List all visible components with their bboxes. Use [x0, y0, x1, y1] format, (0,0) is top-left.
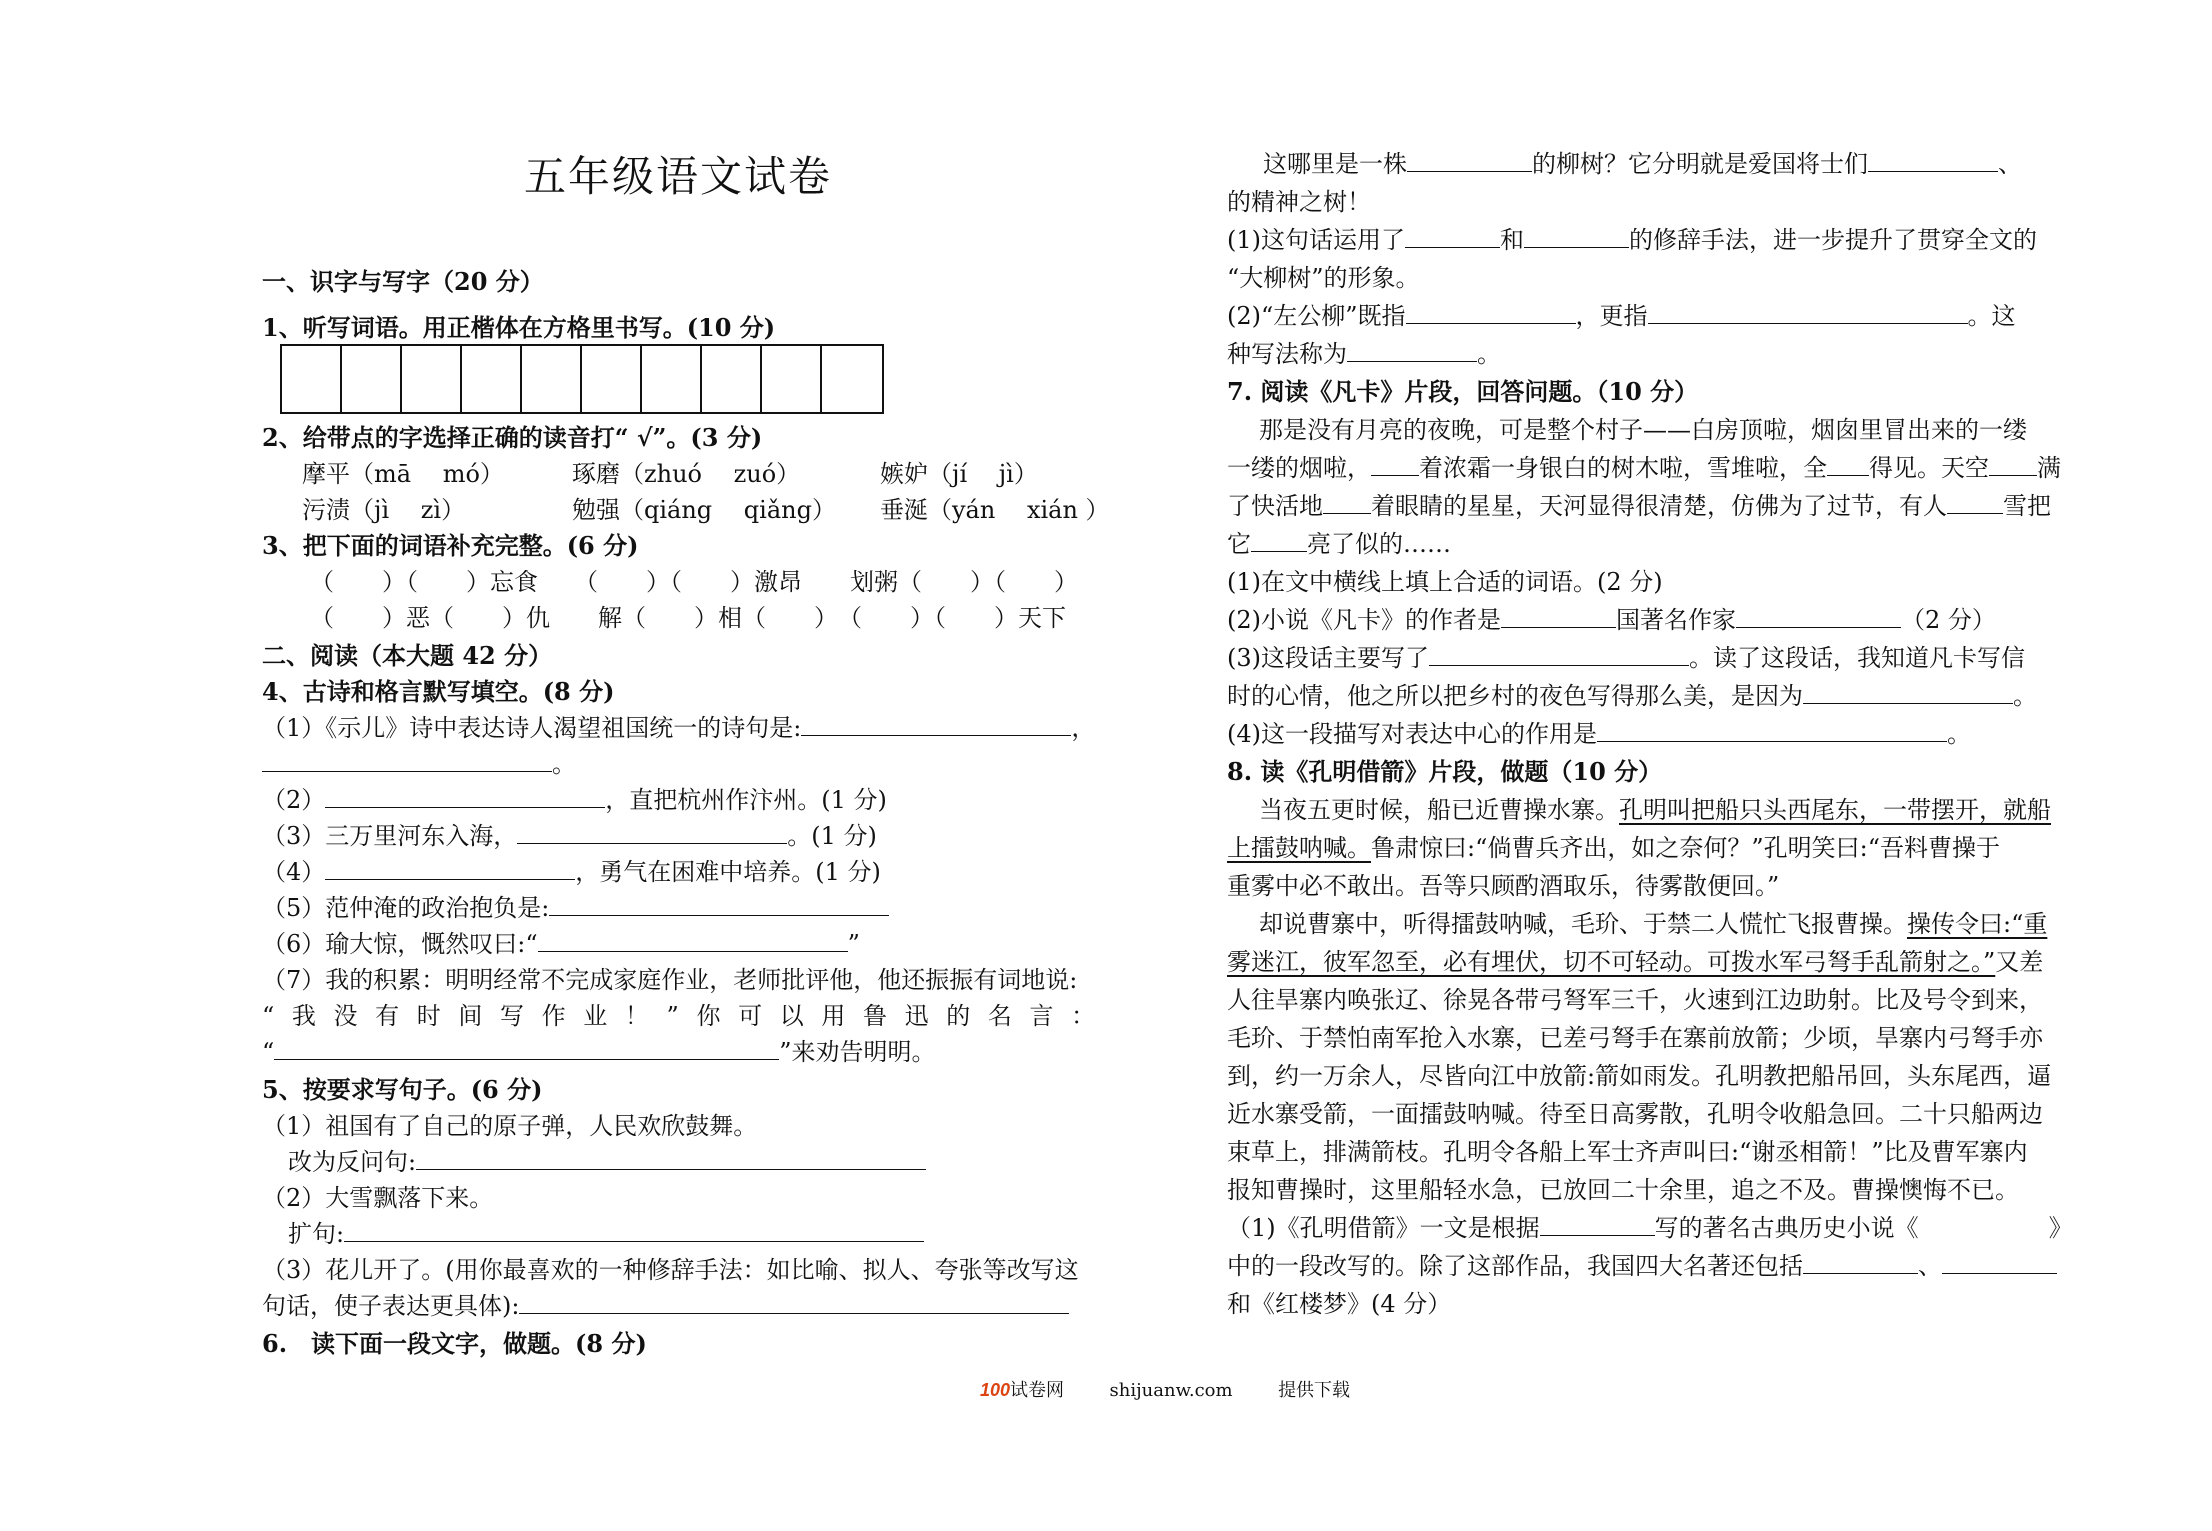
- site-logo: 100: [980, 1380, 1011, 1400]
- passage-8-line: 毛玠、于禁怕南军抢入水寨，已差弓弩手在寨前放箭；少顷，旱寨内弓弩手亦: [1227, 1024, 2043, 1052]
- answer-blank[interactable]: [1989, 453, 2037, 476]
- passage-8-line: 报知曹操时，这里船轻水急，已放回二十余里，追之不及。曹操懊悔不已。: [1227, 1176, 2019, 1204]
- question-6-1: (1)这句话运用了 和 的修辞手法，进一步提升了贯穿全文的: [1227, 226, 2037, 254]
- answer-blank[interactable]: [416, 1147, 926, 1170]
- passage-7-line: 它 亮了似的……: [1227, 530, 1451, 558]
- question-4-2: （2） ，直把杭州作汴州。(1 分): [262, 786, 887, 814]
- question-8-1-cont: 中的一段改写的。除了这部作品，我国四大名著还包括 、: [1227, 1250, 2057, 1282]
- answer-blank[interactable]: [1251, 529, 1307, 552]
- passage-7-line: 一缕的烟啦， 着浓霜一身银白的树木啦，雪堆啦，全 得见。天空 满: [1227, 454, 2061, 482]
- section-2-heading: 二、阅读（本大题 42 分）: [262, 641, 553, 670]
- answer-blank[interactable]: [1827, 453, 1869, 476]
- question-3: 3、把下面的词语补充完整。(6 分): [262, 531, 639, 560]
- answer-blank[interactable]: [1347, 339, 1477, 362]
- word-completion-row: （ ）恶（ ）仇 解（ ）相（ ） （ ）（ ）天下: [310, 604, 1066, 632]
- site-name: 试卷网: [1010, 1380, 1065, 1401]
- answer-blank[interactable]: [538, 929, 848, 952]
- download-note: 提供下载: [1278, 1380, 1351, 1401]
- grid-cell[interactable]: [582, 346, 642, 412]
- passage-8-line: 近水寨受箭，一面擂鼓呐喊。待至日高雾散，孔明令收船急回。二十只船两边: [1227, 1100, 2043, 1128]
- answer-blank[interactable]: [1803, 1251, 1918, 1274]
- question-4-7: （7）我的积累：明明经常不完成家庭作业，老师批评他，他还振振有词地说:: [262, 966, 1078, 994]
- passage-6-cont: 的精神之树！: [1227, 188, 1371, 216]
- answer-blank[interactable]: [262, 749, 552, 772]
- question-2: 2、给带点的字选择正确的读音打“ √”。(3 分): [262, 423, 763, 452]
- pinyin-choice: 垂涎（yán xián ）: [880, 496, 1110, 524]
- question-4-1-cont: 。: [262, 748, 576, 780]
- answer-blank[interactable]: [1540, 1213, 1655, 1236]
- passage-8-line: 当夜五更时候，船已近曹操水寨。孔明叫把船只头西尾东，一带摆开，就船: [1259, 796, 2051, 824]
- question-4: 4、古诗和格言默写填空。(8 分): [262, 677, 615, 706]
- question-7: 7. 阅读《凡卡》片段，回答问题。（10 分）: [1227, 377, 1699, 406]
- passage-8-line: 重雾中必不敢出。吾等只顾酌酒取乐，待雾散便回。”: [1227, 872, 1780, 900]
- pinyin-choice: 嫉妒（jí jì）: [880, 460, 1038, 488]
- writing-grid: [280, 344, 884, 414]
- question-4-5: （5）范仲淹的政治抱负是:: [262, 892, 889, 924]
- answer-blank[interactable]: [1524, 225, 1629, 248]
- question-7-3-cont: 时的心情，他之所以把乡村的夜色写得那么美，是因为 。: [1227, 682, 2037, 710]
- pinyin-choice: 琢磨（zhuó zuó）: [572, 460, 801, 488]
- passage-8-line: 上擂鼓呐喊。鲁肃惊曰:“倘曹兵齐出，如之奈何？”孔明笑曰:“吾料曹操于: [1227, 834, 2000, 862]
- question-4-7-quote: “ 我 没 有 时 间 写 作 业 ！ ” 你 可 以 用 鲁 迅 的 名 言 ：: [262, 1002, 1101, 1030]
- answer-blank[interactable]: [1429, 643, 1689, 666]
- passage-8-line: 人往旱寨内唤张辽、徐晃各带弓弩军三千，火速到江边助射。比及号令到来，: [1227, 986, 2043, 1014]
- answer-blank[interactable]: [1323, 491, 1371, 514]
- passage-8-line: 到，约一万余人，尽皆向江中放箭:箭如雨发。孔明教把船吊回，头东尾西，逼: [1227, 1062, 2052, 1090]
- grid-cell[interactable]: [462, 346, 522, 412]
- answer-blank[interactable]: [519, 1291, 1069, 1314]
- pinyin-choice: 勉强（qiáng qiǎng）: [572, 496, 836, 524]
- answer-blank[interactable]: [1406, 301, 1576, 324]
- answer-blank[interactable]: [1407, 149, 1532, 172]
- question-5: 5、按要求写句子。(6 分): [262, 1075, 543, 1104]
- answer-blank[interactable]: [517, 821, 787, 844]
- question-8-1: （1)《孔明借箭》一文是根据 写的著名古典历史小说《 》: [1227, 1214, 2073, 1242]
- question-6: 6. 读下面一段文字，做题。(8 分): [262, 1329, 647, 1358]
- answer-blank[interactable]: [325, 785, 605, 808]
- answer-blank[interactable]: [1868, 149, 1998, 172]
- question-6-2-cont: 种写法称为 。: [1227, 340, 1501, 368]
- answer-blank[interactable]: [1736, 605, 1901, 628]
- question-4-3: （3）三万里河东入海， 。(1 分): [262, 822, 877, 850]
- footer: [980, 1378, 1350, 1403]
- answer-blank[interactable]: [344, 1219, 924, 1242]
- question-4-7-answer: “ ”来劝告明明。: [262, 1038, 936, 1066]
- passage-7-line: 了快活地 着眼睛的星星，天河显得很清楚，仿佛为了过节，有人 雪把: [1227, 492, 2051, 520]
- grid-cell[interactable]: [822, 346, 882, 412]
- passage-6-line: 这哪里是一株 的柳树？它分明就是爱国将士们 、: [1263, 150, 2022, 178]
- answer-blank[interactable]: [801, 713, 1071, 736]
- answer-blank[interactable]: [325, 857, 575, 880]
- passage-8-line: 雾迷江，彼军忽至，必有埋伏，切不可轻动。可拨水军弓弩手乱箭射之。”又差: [1227, 948, 2044, 976]
- question-7-3: (3)这段话主要写了 。读了这段话，我知道凡卡写信: [1227, 644, 2025, 672]
- grid-cell[interactable]: [282, 346, 342, 412]
- passage-8-line: 却说曹寨中，听得擂鼓呐喊，毛玠、于禁二人慌忙飞报曹操。操传令曰:“重: [1259, 910, 2048, 938]
- question-8-1-end: 和《红楼梦》(4 分）: [1227, 1290, 1452, 1318]
- question-5-1: （1）祖国有了自己的原子弹，人民欢欣鼓舞。: [262, 1112, 758, 1140]
- question-5-1-task: 改为反问句:: [288, 1146, 926, 1178]
- question-7-4: (4)这一段描写对表达中心的作用是 。: [1227, 720, 1971, 748]
- question-6-2: (2)“左公柳”既指 ，更指 。这: [1227, 302, 2016, 330]
- grid-cell[interactable]: [402, 346, 462, 412]
- answer-blank[interactable]: [274, 1037, 779, 1060]
- answer-blank[interactable]: [1942, 1251, 2057, 1274]
- question-4-4: （4） ，勇气在困难中培养。(1 分): [262, 858, 881, 886]
- pinyin-choice: 污渍（jì zì）: [302, 496, 466, 524]
- pinyin-choice: 摩平（mā mó）: [302, 460, 504, 488]
- answer-blank[interactable]: [1405, 225, 1500, 248]
- page-title: 五年级语文试卷: [524, 152, 833, 201]
- grid-cell[interactable]: [342, 346, 402, 412]
- passage-8-line: 束草上，排满箭枝。孔明令各船上军士齐声叫曰:“谢丞相箭！”比及曹军寨内: [1227, 1138, 2028, 1166]
- answer-blank[interactable]: [1803, 681, 2013, 704]
- question-7-1: (1)在文中横线上填上合适的词语。(2 分): [1227, 568, 1663, 596]
- question-8: 8. 读《孔明借箭》片段，做题（10 分）: [1227, 757, 1663, 786]
- answer-blank[interactable]: [1597, 719, 1947, 742]
- passage-7-line: 那是没有月亮的夜晚，可是整个村子——白房顶啦，烟囱里冒出来的一缕: [1259, 416, 2027, 444]
- grid-cell[interactable]: [522, 346, 582, 412]
- question-1: 1、听写词语。用正楷体在方格里书写。(10 分): [262, 313, 776, 342]
- grid-cell[interactable]: [762, 346, 822, 412]
- answer-blank[interactable]: [1501, 605, 1616, 628]
- answer-blank[interactable]: [549, 893, 889, 916]
- question-5-3-cont: 句话，使子表达更具体):: [262, 1290, 1069, 1322]
- section-1-heading: 一、识字与写字（20 分）: [262, 267, 544, 296]
- answer-blank[interactable]: [1648, 301, 1968, 324]
- question-6-1-cont: “大柳树”的形象。: [1227, 264, 1420, 292]
- question-4-1: （1）《示儿》诗中表达诗人渴望祖国统一的诗句是: ，: [262, 714, 1096, 742]
- question-4-6: （6）瑜大惊，慨然叹曰:“ ”: [262, 930, 860, 958]
- question-5-2: （2）大雪飘落下来。: [262, 1184, 494, 1212]
- site-url[interactable]: shijuanw.com: [1109, 1380, 1233, 1401]
- word-completion-row: （ ）（ ）忘食 （ ）（ ）激昂 划粥（ ）（ ）: [310, 568, 1078, 596]
- grid-cell[interactable]: [642, 346, 702, 412]
- question-7-2: (2)小说《凡卡》的作者是 国著名作家 （2 分）: [1227, 606, 1996, 634]
- answer-blank[interactable]: [1947, 491, 2003, 514]
- question-5-3: （3）花儿开了。(用你最喜欢的一种修辞手法：如比喻、拟人、夸张等改写这: [262, 1256, 1079, 1284]
- grid-cell[interactable]: [702, 346, 762, 412]
- answer-blank[interactable]: [1371, 453, 1419, 476]
- question-5-2-task: 扩句:: [288, 1218, 924, 1250]
